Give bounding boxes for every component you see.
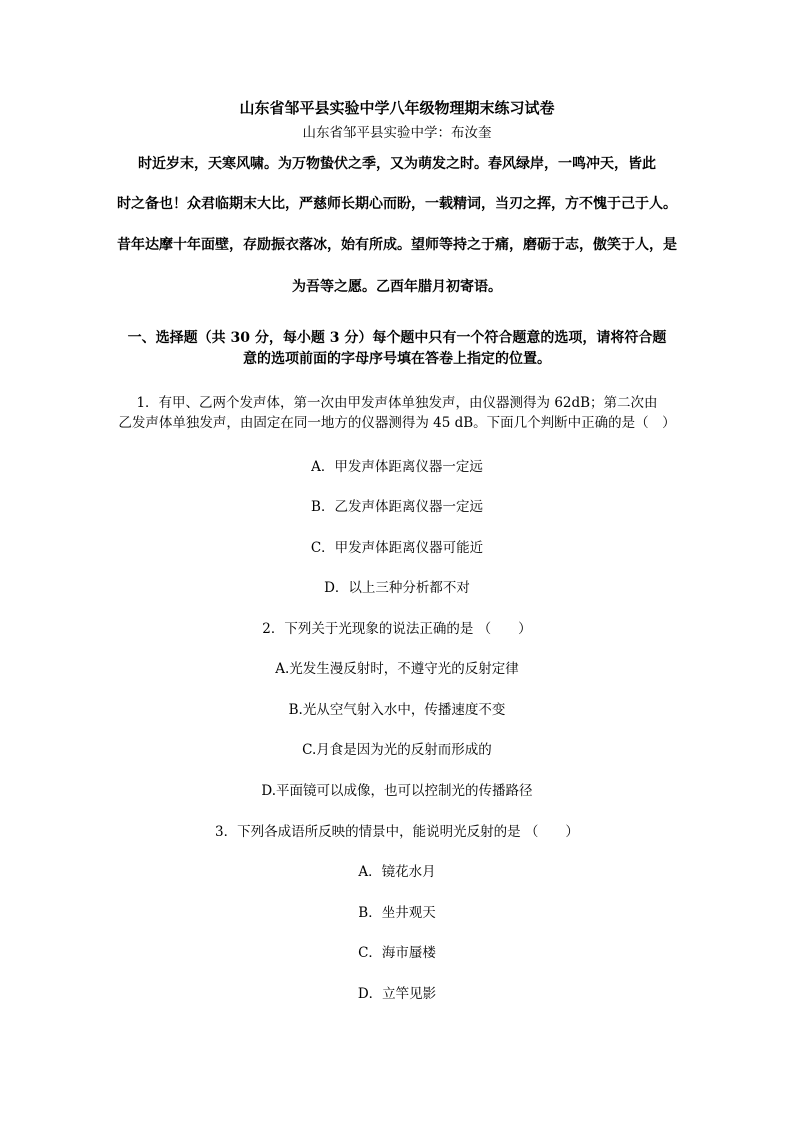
preface-line: 昔年达摩十年面壁，存励振衣落冰，始有所成。望师等持之于痛，磨砺于志，傲笑于人，是 <box>117 237 677 253</box>
answer-option: A．镜花水月 <box>358 864 436 880</box>
answer-option: D．以上三种分析都不对 <box>324 580 470 596</box>
answer-option: B.光从空气射入水中，传播速度不变 <box>288 702 506 718</box>
question-stem: 乙发声体单独发声，由固定在同一地方的仪器测得为 45 dB。下面几个判断中正确的是（ ） <box>118 415 676 431</box>
answer-option: A.光发生漫反射时，不遵守光的反射定律 <box>275 661 519 677</box>
answer-option: A．甲发声体距离仪器一定远 <box>311 459 483 475</box>
answer-option: C．海市蜃楼 <box>358 945 436 961</box>
answer-option: D．立竿见影 <box>357 986 437 1002</box>
preface-line: 时近岁末，天寒风啸。为万物蛰伏之季，又为萌发之时。春风绿岸，一鸣冲天，皆此 <box>138 156 656 172</box>
answer-option: C.月食是因为光的反射而形成的 <box>302 742 492 758</box>
preface-line: 为吾等之愿。乙酉年腊月初寄语。 <box>292 279 502 295</box>
answer-option: D.平面镜可以成像，也可以控制光的传播路径 <box>261 783 533 799</box>
question-stem: 3．下列各成语所反映的情景中，能说明光反射的是 （ ） <box>215 824 579 840</box>
doc-title: 山东省邹平县实验中学八年级物理期末练习试卷 <box>239 99 555 117</box>
preface-line: 时之备也！众君临期末大比，严慈师长期心而盼，一载精词，当刃之挥，方不愧于己于人。 <box>117 196 677 212</box>
doc-subtitle: 山东省邹平县实验中学：布汝奎 <box>302 125 492 141</box>
answer-option: B．坐井观天 <box>358 905 436 921</box>
answer-option: C．甲发声体距离仪器可能近 <box>310 540 484 556</box>
section-heading: 一、选择题（共 30 分，每小题 3 分）每个题中只有一个符合题意的选项，请将符合题 <box>127 330 667 346</box>
question-stem: 1．有甲、乙两个发声体，第一次由甲发声体单独发声，由仪器测得为 62dB；第二次由 <box>136 395 658 411</box>
section-heading: 意的选项前面的字母序号填在答卷上指定的位置。 <box>243 351 551 367</box>
question-stem: 2．下列关于光现象的说法正确的是 （ ） <box>262 621 532 637</box>
answer-option: B．乙发声体距离仪器一定远 <box>311 499 483 515</box>
